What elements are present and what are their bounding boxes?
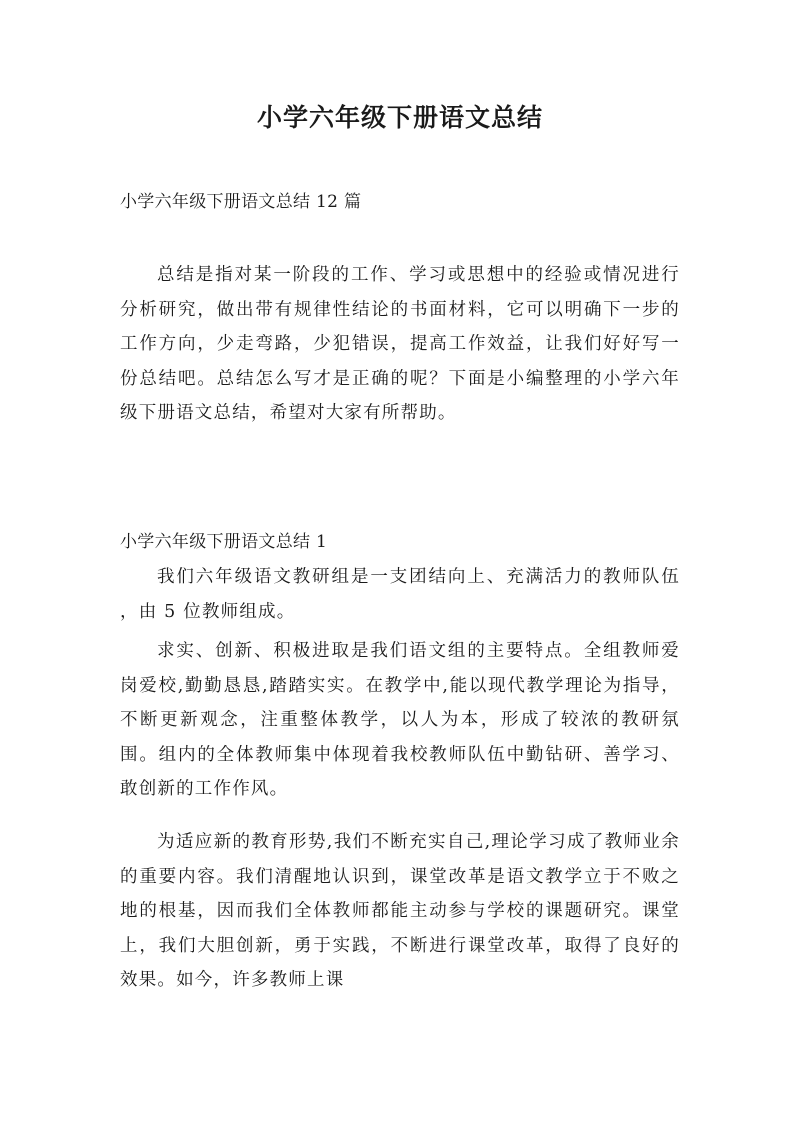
section-heading: 小学六年级下册语文总结 1 [120, 532, 328, 552]
body-paragraph: 为适应新的教育形势,我们不断充实自己,理论学习成了教师业余的重要内容。我们清醒地认识到，课堂改革是语文教学立于不败之地的根基，因而我们全体教师都能主动参与学校的课题研究。课堂上，我们大胆创新，勇于实践，不断进行课堂改革，取得了良好的效果。如今，许多教师上课 [120, 832, 680, 991]
body-paragraph: 我们六年级语文教研组是一支团结向上、充满活力的教师队伍 ，由 5 位教师组成。 [120, 567, 680, 622]
document-title: 小学六年级下册语文总结 [256, 103, 543, 132]
body-paragraph: 求实、创新、积极进取是我们语文组的主要特点。全组教师爱岗爱校,勤勤恳恳,踏踏实实。在教学中,能以现代教学理论为指导，不断更新观念，注重整体教学，以人为本，形成了较浓的教研氛围。组内的全体教师集中体现着我校教师队伍中勤钻研、善学习、敢创新的工作作风。 [120, 641, 680, 800]
document-subtitle: 小学六年级下册语文总结 12 篇 [120, 192, 362, 212]
intro-paragraph: 总结是指对某一阶段的工作、学习或思想中的经验或情况进行分析研究，做出带有规律性结论的书面材料，它可以明确下一步的工作方向，少走弯路，少犯错误，提高工作效益，让我们好好写一份总结吧。总结怎么写才是正确的呢？下面是小编整理的小学六年级下册语文总结，希望对大家有所帮助。 [120, 265, 680, 424]
